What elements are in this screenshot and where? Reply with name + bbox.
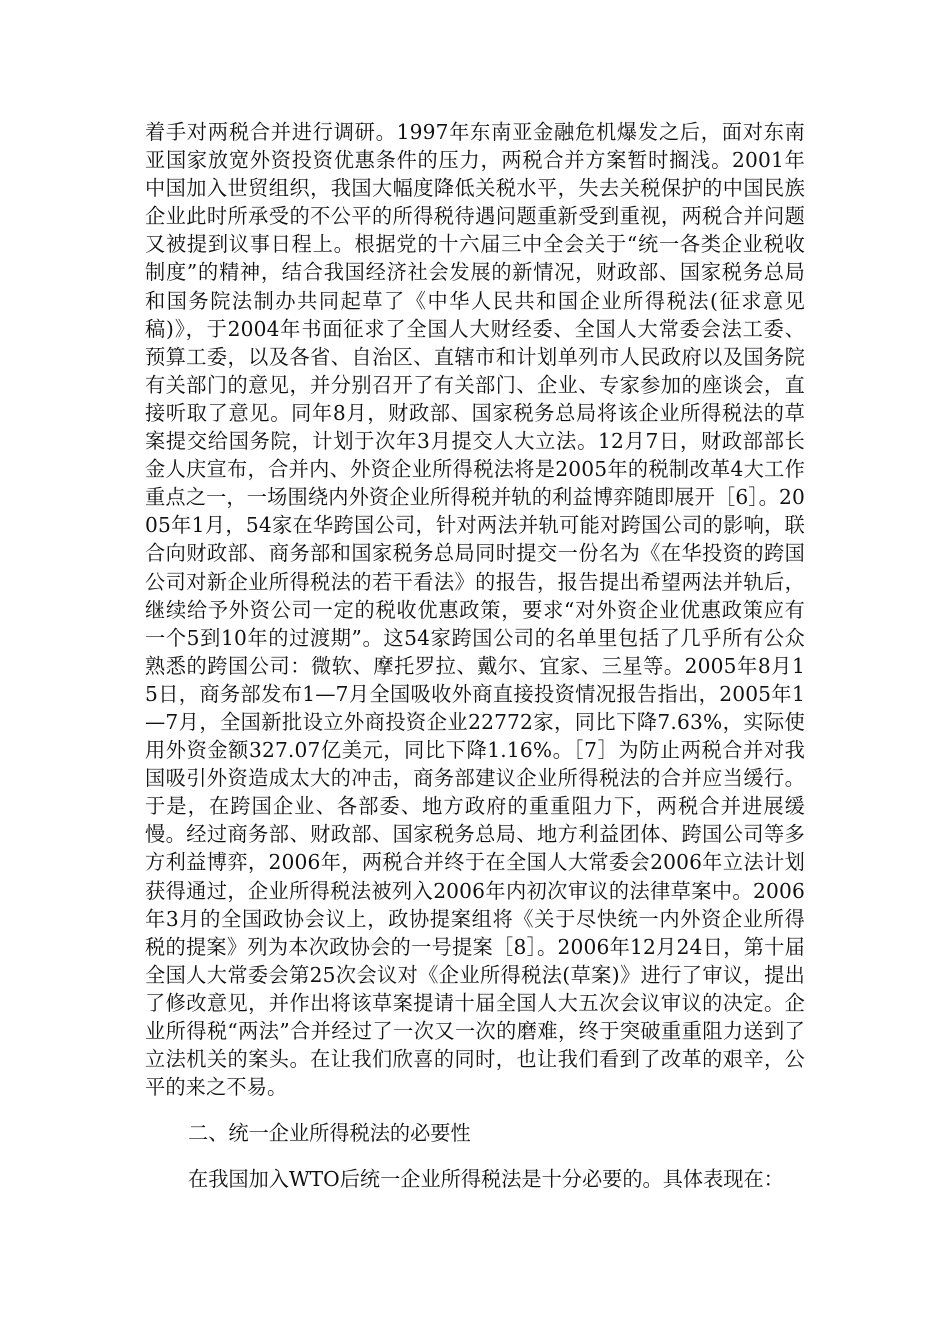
document-page [145, 118, 805, 1193]
section-heading: 二、统一企业所得税法的必要性 [188, 1121, 471, 1146]
body-paragraph-2: 在我国加入WTO后统一企业所得税法是十分必要的。具体表现在： [188, 1167, 784, 1192]
body-paragraph: 着手对两税合并进行调研。1997年东南亚金融危机爆发之后，面对东南亚国家放宽外资投资优惠条件的压力，两税合并方案暂时搁浅。2001年中国加入世贸组织，我国大幅度降低关税水平，失去关税保护的中国民族企业此时所承受的不公平的所得税待遇问题重新受到重视，两税合并问题又被提到议事日程上。根据党的十六届三中全会关于“统一各类企业税收制度”的精神，结合我国经济社会发展的新情况，财政部、国家税务总局和国务院法制办共同起草了《中华人民共和国企业所得税法(征求意见稿)》，于2004年书面征求了全国人大财经委、全国人大常委会法工委、预算工委，以及各省、自治区、直辖市和计划单列市人民政府以及国务院有关部门的意见，并分别召开了有关部门、企业、专家参加的座谈会，直接听取了意见。同年8月，财政部、国家税务总局将该企业所得税法的草案提交给国务院，计划于次年3月提交人大立法。12月7日，财政部部长金人庆宣布，合并内、外资企业所得税法将是2005年的税制改革4大工作重点之一，一场围绕内外资企业所得税并轨的利益博弈随即展开［6］。2005年1月，54家在华跨国公司，针对两法并轨可能对跨国公司的影响，联合向财政部、商务部和国家税务总局同时提交一份名为《在华投资的跨国公司对新企业所得税法的若干看法》的报告，报告提出希望两法并轨后，继续给予外资公司一定的税收优惠政策，要求“对外资企业优惠政策应有一个5到10年的过渡期”。这54家跨国公司的名单里包括了几乎所有公众熟悉的跨国公司：微软、摩托罗拉、戴尔、宜家、三星等。2005年8月15日，商务部发布1—7月全国吸收外商直接投资情况报告指出，2005年1—7月，全国新批设立外商投资企业22772家，同比下降7.63%，实际使用外资金额327.07亿美元，同比下降1.16%。［7］为防止两税合并对我国吸引外资造成太大的冲击，商务部建议企业所得税法的合并应当缓行。于是，在跨国企业、各部委、地方政府的重重阻力下，两税合并进展缓慢。经过商务部、财政部、国家税务总局、地方利益团体、跨国公司等多方利益博弈，2006年，两税合并终于在全国人大常委会2006年立法计划获得通过，企业所得税法被列入2006年内初次审议的法律草案中。2006年3月的全国政协会议上，政协提案组将《关于尽快统一内外资企业所得税的提案》列为本次政协会的一号提案［8］。2006年12月24日，第十届全国人大常委会第25次会议对《企业所得税法(草案)》进行了审议，提出了修改意见，并作出将该草案提请十届全国人大五次会议审议的决定。企业所得税“两法”合并经过了一次又一次的磨难，终于突破重重阻力送到了立法机关的案头。在让我们欣喜的同时，也让我们看到了改革的艰辛，公平的来之不易。 [145, 120, 805, 1100]
